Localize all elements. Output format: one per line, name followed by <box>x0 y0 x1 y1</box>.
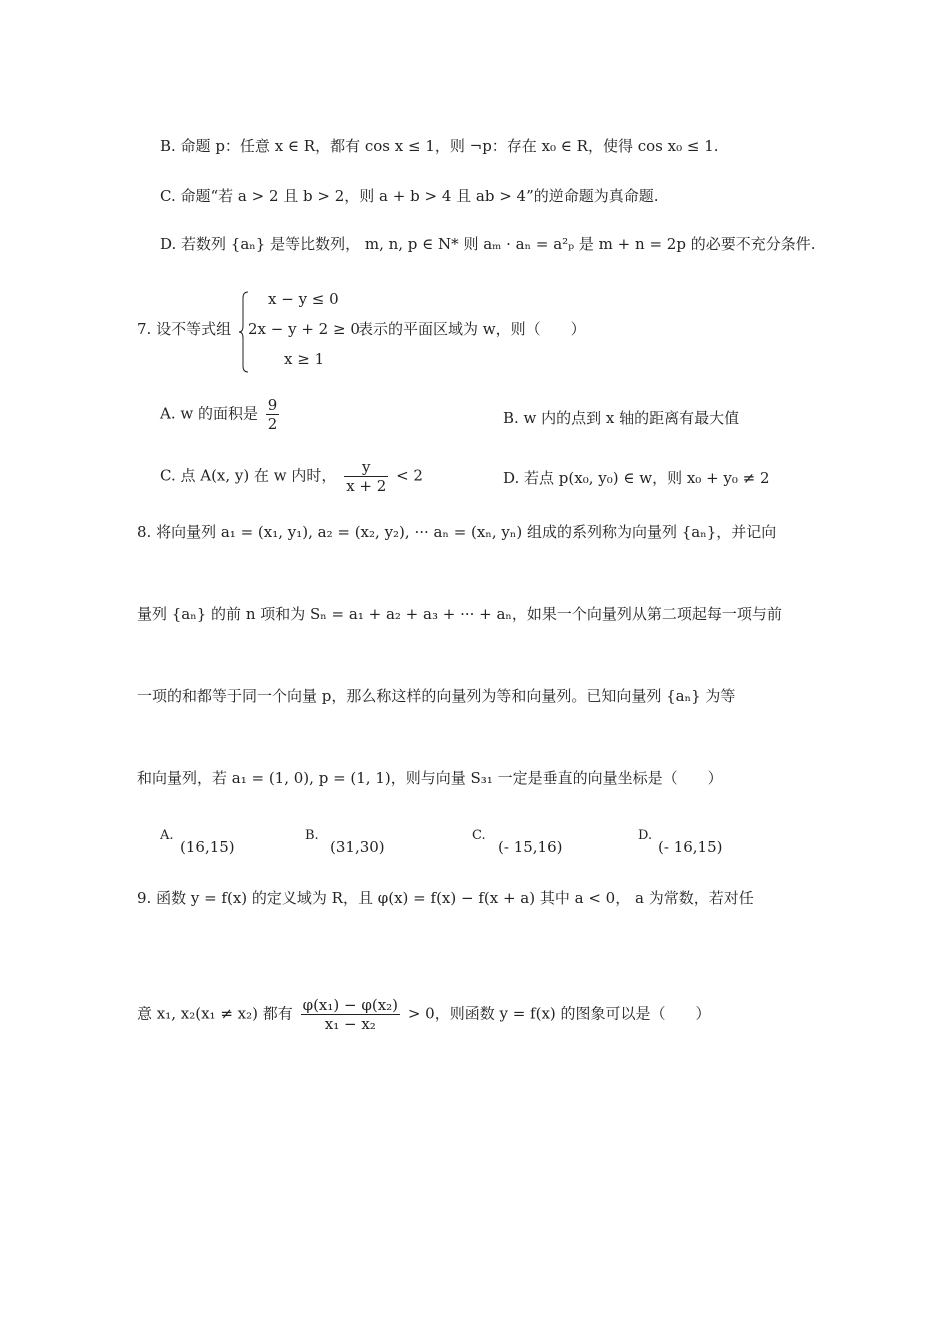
q8-option-c-value: (- 15,16) <box>498 838 563 856</box>
q7-option-a-fraction <box>266 396 280 433</box>
q8-option-b-value: (31,30) <box>330 838 385 856</box>
q9-fraction <box>301 996 400 1033</box>
q7-option-c-inequality: < 2 <box>396 466 423 485</box>
q8-option-b-label: B. <box>305 828 319 843</box>
q9-line-2 <box>137 996 711 1033</box>
q7-option-c-text: C. 点 A(x, y) 在 w 内时， <box>160 466 337 485</box>
q7-option-b: B. w 内的点到 x 轴的距离有最大值 <box>503 409 740 427</box>
q9-line-2-end: > 0，则函数 y = f(x) 的图象可以是（ ） <box>407 1004 711 1023</box>
fraction-numerator: 9 <box>267 396 278 414</box>
option-d-statement: D. 若数列 {aₙ} 是等比数列， m, n, p ∈ N* 则 aₘ · aₙ = a²ₚ 是 m + n = 2p 的必要不充分条件. <box>160 235 816 253</box>
q8-line-4: 和向量列，若 a₁ = (1, 0), p = (1, 1)，则与向量 S₃₁ 一定是垂直的向量坐标是（ ） <box>137 769 723 787</box>
q7-prefix: 7. 设不等式组 <box>137 320 232 338</box>
q9-line-1: 9. 函数 y = f(x) 的定义域为 R，且 φ(x) = f(x) − f(x + a) 其中 a < 0， a 为常数，若对任 <box>137 889 754 907</box>
q7-option-d: D. 若点 p(x₀, y₀) ∈ w，则 x₀ + y₀ ≠ 2 <box>503 469 770 487</box>
q8-line-1: 8. 将向量列 a₁ = (x₁, y₁), a₂ = (x₂, y₂), ··· aₙ = (xₙ, yₙ) 组成的系列称为向量列 {aₙ}，并记向 <box>137 523 777 541</box>
fraction-denominator: x + 2 <box>346 477 387 495</box>
q7-option-a <box>160 396 282 433</box>
q7-inequality-system <box>238 290 368 374</box>
q8-line-2: 量列 {aₙ} 的前 n 项和为 Sₙ = a₁ + a₂ + a₃ + ··· + aₙ，如果一个向量列从第二项起每一项与前 <box>137 605 782 623</box>
q8-option-c-label: C. <box>472 828 486 843</box>
fraction-denominator: 2 <box>267 415 278 433</box>
option-c-statement: C. 命题“若 a > 2 且 b > 2，则 a + b > 4 且 ab > 4”的逆命题为真命题. <box>160 187 659 205</box>
q7-row-3: x ≥ 1 <box>284 350 325 368</box>
q7-option-c <box>160 458 423 495</box>
q7-option-a-text: A. w 的面积是 <box>160 404 258 423</box>
q8-option-d-value: (- 16,15) <box>658 838 723 856</box>
q7-suffix: 表示的平面区域为 w，则（ ） <box>358 320 586 338</box>
q9-line-2-start: 意 x₁, x₂(x₁ ≠ x₂) 都有 <box>137 1004 293 1023</box>
option-b-statement: B. 命题 p：任意 x ∈ R，都有 cos x ≤ 1，则 ¬p：存在 x₀ ∈ R，使得 cos x₀ ≤ 1. <box>160 137 719 155</box>
q8-option-a-label: A. <box>160 828 174 843</box>
fraction-numerator: y <box>344 458 388 477</box>
q8-option-d-label: D. <box>638 828 653 843</box>
q8-line-3: 一项的和都等于同一个向量 p，那么称这样的向量列为等和向量列。已知向量列 {aₙ} 为等 <box>137 687 736 705</box>
q7-row-2: 2x − y + 2 ≥ 0 <box>248 320 360 338</box>
q8-option-a-value: (16,15) <box>180 838 235 856</box>
fraction-denominator: x₁ − x₂ <box>324 1015 376 1033</box>
q7-row-1: x − y ≤ 0 <box>268 290 339 308</box>
fraction-numerator: φ(x₁) − φ(x₂) <box>302 996 399 1014</box>
q7-option-c-fraction <box>344 458 388 495</box>
